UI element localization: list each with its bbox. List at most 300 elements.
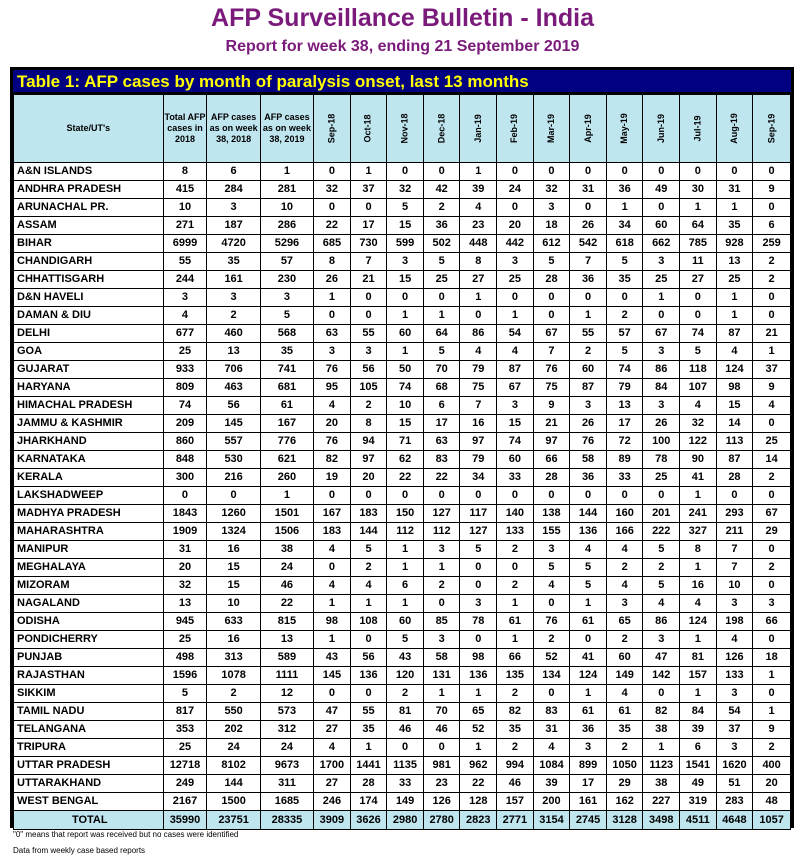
table-row — [14, 397, 791, 415]
table-row — [14, 469, 791, 487]
cell-value: 67 — [643, 325, 680, 343]
cell-value: 4 — [570, 541, 607, 559]
cell-value: 202 — [207, 721, 260, 739]
cell-value: 90 — [680, 451, 717, 469]
cell-value: 1700 — [314, 757, 351, 775]
header-month — [350, 95, 387, 163]
cell-value: 0 — [533, 307, 570, 325]
cell-value: 87 — [716, 325, 753, 343]
cell-value: 35 — [207, 253, 260, 271]
cell-value: 2 — [606, 631, 643, 649]
cell-value: 1 — [423, 307, 460, 325]
cell-value: 31 — [716, 181, 753, 199]
cell-value: 126 — [716, 649, 753, 667]
cell-value: 10 — [163, 199, 207, 217]
cell-value: 128 — [460, 793, 497, 811]
cell-value: 8 — [460, 253, 497, 271]
cell-value: 22 — [387, 469, 424, 487]
table-body — [14, 163, 791, 830]
cell-value: 3 — [497, 253, 534, 271]
cell-value: 13 — [260, 631, 313, 649]
cell-value: 3 — [460, 595, 497, 613]
cell-value: 249 — [163, 775, 207, 793]
cell-value: 23 — [423, 775, 460, 793]
cell-value: 4 — [716, 631, 753, 649]
cell-value: 1 — [497, 631, 534, 649]
cell-value: 0 — [753, 415, 791, 433]
cell-value: 994 — [497, 757, 534, 775]
cell-value: 28 — [350, 775, 387, 793]
cell-value: 1 — [716, 199, 753, 217]
cell-value: 2 — [606, 739, 643, 757]
cell-value: 37 — [753, 361, 791, 379]
cell-value: 65 — [606, 613, 643, 631]
cell-value: 82 — [497, 703, 534, 721]
cell-value: 1 — [753, 343, 791, 361]
cell-value: 3 — [753, 595, 791, 613]
cell-value: 66 — [497, 649, 534, 667]
cell-value: 81 — [387, 703, 424, 721]
cell-value: 2167 — [163, 793, 207, 811]
cell-value: 78 — [460, 613, 497, 631]
cell-value: 74 — [497, 433, 534, 451]
cell-value: 3 — [387, 253, 424, 271]
state-name: WEST BENGAL — [14, 793, 164, 811]
cell-value: 30 — [680, 181, 717, 199]
cell-value: 0 — [753, 307, 791, 325]
cell-value: 313 — [207, 649, 260, 667]
cell-value: 599 — [387, 235, 424, 253]
cell-value: 25 — [163, 343, 207, 361]
cell-value: 2745 — [570, 811, 607, 830]
cell-value: 10 — [260, 199, 313, 217]
cell-value: 1 — [314, 631, 351, 649]
page-title: AFP Surveillance Bulletin - India — [211, 4, 594, 32]
cell-value: 76 — [314, 433, 351, 451]
cell-value: 142 — [643, 667, 680, 685]
table-row — [14, 613, 791, 631]
table-row — [14, 217, 791, 235]
cell-value: 4 — [533, 739, 570, 757]
cell-value: 0 — [387, 487, 424, 505]
cell-value: 87 — [497, 361, 534, 379]
cell-value: 57 — [606, 325, 643, 343]
cell-value: 1 — [716, 289, 753, 307]
cell-value: 1685 — [260, 793, 313, 811]
cell-value: 20 — [163, 559, 207, 577]
cell-value: 5 — [423, 343, 460, 361]
cell-value: 3 — [314, 343, 351, 361]
cell-value: 1541 — [680, 757, 717, 775]
cell-value: 4 — [314, 541, 351, 559]
cell-value: 7 — [716, 541, 753, 559]
cell-value: 41 — [570, 649, 607, 667]
cell-value: 144 — [207, 775, 260, 793]
cell-value: 64 — [423, 325, 460, 343]
cell-value: 75 — [460, 379, 497, 397]
cell-value: 3 — [570, 739, 607, 757]
cell-value: 241 — [680, 505, 717, 523]
header-month-label: Nov-18 — [399, 113, 410, 144]
cell-value: 3 — [606, 595, 643, 613]
cell-value: 0 — [643, 685, 680, 703]
cell-value: 28 — [533, 271, 570, 289]
cell-value: 0 — [716, 163, 753, 181]
cell-value: 3 — [716, 685, 753, 703]
cell-value: 51 — [716, 775, 753, 793]
state-name: TELANGANA — [14, 721, 164, 739]
cell-value: 3 — [716, 595, 753, 613]
cell-value: 463 — [207, 379, 260, 397]
cell-value: 46 — [260, 577, 313, 595]
cell-value: 94 — [350, 433, 387, 451]
header-month — [570, 95, 607, 163]
cell-value: 61 — [606, 703, 643, 721]
cell-value: 0 — [753, 685, 791, 703]
cell-value: 259 — [753, 235, 791, 253]
table-row — [14, 541, 791, 559]
cell-value: 2980 — [387, 811, 424, 830]
cell-value: 1 — [753, 703, 791, 721]
cell-value: 3 — [350, 343, 387, 361]
cell-value: 0 — [533, 595, 570, 613]
total-row — [14, 811, 791, 830]
cell-value: 2 — [497, 739, 534, 757]
cell-value: 3 — [643, 397, 680, 415]
cell-value: 1 — [680, 487, 717, 505]
cell-value: 26 — [314, 271, 351, 289]
cell-value: 681 — [260, 379, 313, 397]
cell-value: 230 — [260, 271, 313, 289]
cell-value: 26 — [570, 415, 607, 433]
cell-value: 5 — [423, 253, 460, 271]
cell-value: 0 — [606, 289, 643, 307]
cell-value: 7 — [350, 253, 387, 271]
cell-value: 24 — [497, 181, 534, 199]
cell-value: 160 — [606, 505, 643, 523]
cell-value: 312 — [260, 721, 313, 739]
header-week-2019: AFP cases as on week 38, 2019 — [260, 95, 313, 163]
cell-value: 1 — [423, 685, 460, 703]
cell-value: 0 — [497, 559, 534, 577]
cell-value: 677 — [163, 325, 207, 343]
cell-value: 5 — [643, 541, 680, 559]
cell-value: 2 — [207, 685, 260, 703]
cell-value: 530 — [207, 451, 260, 469]
cell-value: 448 — [460, 235, 497, 253]
cell-value: 2 — [207, 307, 260, 325]
cell-value: 1843 — [163, 505, 207, 523]
header-month — [680, 95, 717, 163]
cell-value: 1 — [606, 199, 643, 217]
cell-value: 117 — [460, 505, 497, 523]
table-row — [14, 559, 791, 577]
cell-value: 1 — [680, 559, 717, 577]
cell-value: 2780 — [423, 811, 460, 830]
cell-value: 28 — [533, 469, 570, 487]
cell-value: 14 — [716, 415, 753, 433]
cell-value: 618 — [606, 235, 643, 253]
cell-value: 0 — [753, 163, 791, 181]
state-name: ASSAM — [14, 217, 164, 235]
cell-value: 0 — [460, 577, 497, 595]
cell-value: 0 — [570, 289, 607, 307]
header-state: State/UT's — [14, 95, 164, 163]
cell-value: 550 — [207, 703, 260, 721]
cell-value: 81 — [680, 649, 717, 667]
cell-value: 97 — [350, 451, 387, 469]
cell-value: 1 — [387, 343, 424, 361]
cell-value: 1324 — [207, 523, 260, 541]
cell-value: 400 — [753, 757, 791, 775]
cell-value: 15 — [387, 217, 424, 235]
cell-value: 3 — [423, 541, 460, 559]
cell-value: 2 — [753, 739, 791, 757]
cell-value: 56 — [350, 361, 387, 379]
header-month-label: Aug-19 — [728, 113, 739, 144]
cell-value: 131 — [423, 667, 460, 685]
cell-value: 113 — [716, 433, 753, 451]
cell-value: 5 — [260, 307, 313, 325]
cell-value: 284 — [207, 181, 260, 199]
cell-value: 36 — [570, 721, 607, 739]
cell-value: 0 — [460, 559, 497, 577]
cell-value: 4 — [163, 307, 207, 325]
cell-value: 1 — [423, 559, 460, 577]
cell-value: 9673 — [260, 757, 313, 775]
table-row — [14, 703, 791, 721]
cell-value: 5 — [533, 559, 570, 577]
cell-value: 25 — [643, 271, 680, 289]
cell-value: 1 — [350, 163, 387, 181]
cell-value: 2 — [606, 559, 643, 577]
cell-value: 55 — [350, 703, 387, 721]
cell-value: 8 — [680, 541, 717, 559]
cell-value: 149 — [606, 667, 643, 685]
cell-value: 14 — [753, 451, 791, 469]
cell-value: 9 — [753, 379, 791, 397]
cell-value: 7 — [460, 397, 497, 415]
cell-value: 7 — [716, 559, 753, 577]
cell-value: 945 — [163, 613, 207, 631]
cell-value: 31 — [163, 541, 207, 559]
cell-value: 98 — [314, 613, 351, 631]
cell-value: 52 — [533, 649, 570, 667]
header-month-label: Dec-18 — [436, 113, 447, 144]
cell-value: 0 — [533, 163, 570, 181]
state-name: GOA — [14, 343, 164, 361]
cell-value: 48 — [753, 793, 791, 811]
cell-value: 1 — [497, 307, 534, 325]
cell-value: 776 — [260, 433, 313, 451]
cell-value: 1 — [387, 595, 424, 613]
cell-value: 2 — [753, 559, 791, 577]
cell-value: 2771 — [497, 811, 534, 830]
table-row — [14, 775, 791, 793]
cell-value: 166 — [606, 523, 643, 541]
cell-value: 211 — [716, 523, 753, 541]
cell-value: 15 — [497, 415, 534, 433]
cell-value: 3 — [643, 343, 680, 361]
cell-value: 8 — [350, 415, 387, 433]
cell-value: 4 — [350, 577, 387, 595]
cell-value: 4 — [606, 577, 643, 595]
header-month-label: Oct-18 — [362, 114, 373, 143]
cell-value: 161 — [570, 793, 607, 811]
cell-value: 11 — [680, 253, 717, 271]
cell-value: 126 — [423, 793, 460, 811]
cell-value: 1 — [680, 685, 717, 703]
cell-value: 124 — [716, 361, 753, 379]
cell-value: 70 — [423, 703, 460, 721]
cell-value: 286 — [260, 217, 313, 235]
cell-value: 17 — [423, 415, 460, 433]
cell-value: 46 — [423, 721, 460, 739]
cell-value: 741 — [260, 361, 313, 379]
cell-value: 4 — [460, 199, 497, 217]
cell-value: 281 — [260, 181, 313, 199]
cell-value: 4 — [716, 343, 753, 361]
cell-value: 25 — [163, 631, 207, 649]
cell-value: 246 — [314, 793, 351, 811]
cell-value: 5 — [163, 685, 207, 703]
header-month — [716, 95, 753, 163]
cell-value: 0 — [314, 199, 351, 217]
header-month — [460, 95, 497, 163]
cell-value: 10 — [716, 577, 753, 595]
cell-value: 4 — [460, 343, 497, 361]
cell-value: 42 — [423, 181, 460, 199]
cell-value: 4 — [606, 685, 643, 703]
cell-value: 72 — [606, 433, 643, 451]
cell-value: 29 — [753, 523, 791, 541]
cell-value: 20 — [350, 469, 387, 487]
cell-value: 27 — [314, 721, 351, 739]
cell-value: 33 — [387, 775, 424, 793]
cell-value: 89 — [606, 451, 643, 469]
cell-value: 23751 — [207, 811, 260, 830]
cell-value: 46 — [387, 721, 424, 739]
cell-value: 209 — [163, 415, 207, 433]
cell-value: 10 — [207, 595, 260, 613]
cell-value: 15 — [716, 397, 753, 415]
cell-value: 133 — [716, 667, 753, 685]
cell-value: 1501 — [260, 505, 313, 523]
cell-value: 3 — [643, 253, 680, 271]
table-row — [14, 505, 791, 523]
state-name: MEGHALAYA — [14, 559, 164, 577]
cell-value: 38 — [643, 721, 680, 739]
cell-value: 36 — [570, 469, 607, 487]
state-name: D&N HAVELI — [14, 289, 164, 307]
cell-value: 2 — [350, 397, 387, 415]
table-row — [14, 577, 791, 595]
cell-value: 87 — [716, 451, 753, 469]
cell-value: 3 — [260, 289, 313, 307]
cell-value: 3626 — [350, 811, 387, 830]
cell-value: 5 — [606, 253, 643, 271]
state-name: JHARKHAND — [14, 433, 164, 451]
cell-value: 0 — [753, 487, 791, 505]
cell-value: 2 — [570, 343, 607, 361]
cell-value: 100 — [643, 433, 680, 451]
cell-value: 244 — [163, 271, 207, 289]
state-name: DELHI — [14, 325, 164, 343]
cell-value: 71 — [387, 433, 424, 451]
cell-value: 61 — [497, 613, 534, 631]
cell-value: 0 — [753, 289, 791, 307]
cell-value: 5296 — [260, 235, 313, 253]
cell-value: 460 — [207, 325, 260, 343]
cell-value: 38 — [643, 775, 680, 793]
state-name: MANIPUR — [14, 541, 164, 559]
cell-value: 1909 — [163, 523, 207, 541]
cell-value: 66 — [753, 613, 791, 631]
cell-value: 8 — [314, 253, 351, 271]
cell-value: 815 — [260, 613, 313, 631]
cell-value: 138 — [533, 505, 570, 523]
cell-value: 60 — [643, 217, 680, 235]
cell-value: 1 — [716, 307, 753, 325]
cell-value: 49 — [680, 775, 717, 793]
cell-value: 74 — [387, 379, 424, 397]
cell-value: 1 — [570, 307, 607, 325]
cell-value: 0 — [643, 199, 680, 217]
cell-value: 12 — [260, 685, 313, 703]
cell-value: 4 — [680, 397, 717, 415]
cell-value: 86 — [643, 361, 680, 379]
cell-value: 442 — [497, 235, 534, 253]
cell-value: 76 — [570, 433, 607, 451]
cell-value: 1 — [387, 307, 424, 325]
cell-value: 0 — [753, 199, 791, 217]
header-month — [606, 95, 643, 163]
cell-value: 25 — [423, 271, 460, 289]
cell-value: 76 — [533, 613, 570, 631]
cell-value: 65 — [460, 703, 497, 721]
cell-value: 2 — [423, 199, 460, 217]
cell-value: 1500 — [207, 793, 260, 811]
header-month — [643, 95, 680, 163]
cell-value: 0 — [423, 487, 460, 505]
table-row — [14, 307, 791, 325]
cell-value: 24 — [260, 739, 313, 757]
cell-value: 75 — [533, 379, 570, 397]
cell-value: 22 — [260, 595, 313, 613]
state-name: TAMIL NADU — [14, 703, 164, 721]
cell-value: 2 — [497, 577, 534, 595]
cell-value: 928 — [716, 235, 753, 253]
cell-value: 1 — [570, 685, 607, 703]
cell-value: 962 — [460, 757, 497, 775]
cell-value: 10 — [387, 397, 424, 415]
cell-value: 134 — [533, 667, 570, 685]
header-month-label: May-19 — [619, 113, 630, 144]
cell-value: 35 — [606, 271, 643, 289]
state-name: KERALA — [14, 469, 164, 487]
cell-value: 1620 — [716, 757, 753, 775]
cell-value: 6 — [387, 577, 424, 595]
cell-value: 9 — [533, 397, 570, 415]
cell-value: 32 — [533, 181, 570, 199]
cell-value: 47 — [643, 649, 680, 667]
table-row — [14, 271, 791, 289]
cell-value: 55 — [350, 325, 387, 343]
cell-value: 3 — [423, 631, 460, 649]
cell-value: 36 — [570, 271, 607, 289]
cell-value: 1441 — [350, 757, 387, 775]
cell-value: 1 — [497, 595, 534, 613]
